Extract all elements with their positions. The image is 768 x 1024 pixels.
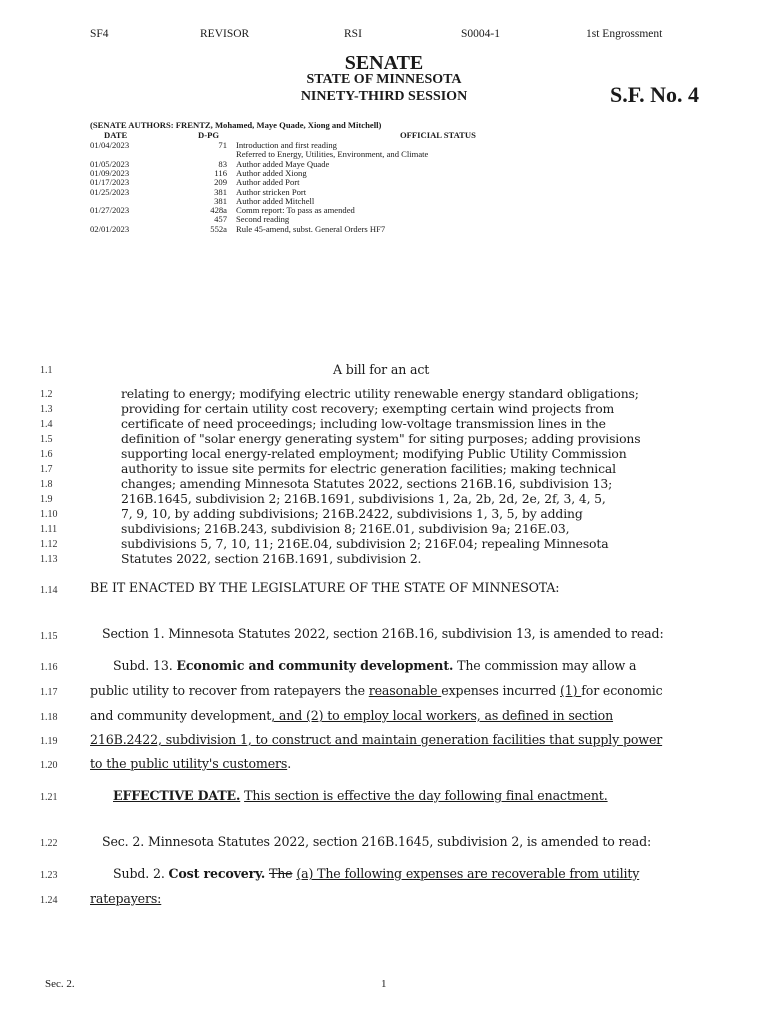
- title-line: definition of "solar energy generating system" for siting purposes; adding provisions: [121, 431, 641, 446]
- title-line: authority to issue site permits for electric generation facilities; making technical: [121, 461, 616, 476]
- title-line: changes; amending Minnesota Statutes 2022, sections 216B.16, subdivision 13;: [121, 476, 613, 491]
- status-action: Comm report: To pass as amended: [236, 205, 355, 216]
- status-page: 552a: [210, 223, 227, 234]
- status-page: 209: [214, 177, 227, 188]
- title-line: certificate of need proceedings; including low-voltage transmission lines in the: [121, 416, 606, 431]
- line-number: 1.3: [40, 404, 53, 415]
- line-number: 1.19: [40, 736, 58, 747]
- section-1-line-18: [90, 708, 613, 723]
- header-doc-id: S0004-1: [461, 28, 500, 40]
- line-number: 1.21: [40, 792, 58, 803]
- status-action: Author added Port: [236, 177, 300, 188]
- status-action: Introduction and first reading: [236, 140, 337, 150]
- subdivision-heading: Economic and community development.: [176, 658, 454, 673]
- session-title: NINETY-THIRD SESSION: [300, 89, 468, 104]
- line-number: 1.4: [40, 419, 53, 430]
- line-number: 1.10: [40, 509, 58, 520]
- text-run: public utility to recover from ratepayers the: [90, 683, 369, 698]
- line-number: 1.16: [40, 662, 58, 673]
- status-page: 381: [214, 186, 227, 197]
- line-number: 1.5: [40, 434, 53, 445]
- header-file: SF4: [90, 28, 109, 40]
- line-number: 1.12: [40, 539, 58, 550]
- subdivision-number: Subd. 2.: [113, 866, 165, 881]
- inserted-text: , and (2) to employ local workers, as defined in section: [271, 708, 614, 723]
- senate-authors: (SENATE AUTHORS: FRENTZ, Mohamed, Maye Quade, Xiong and Mitchell): [90, 120, 382, 130]
- inserted-text: (1): [560, 683, 582, 698]
- bill-heading: A bill for an act: [333, 362, 430, 377]
- text-run: .: [287, 756, 292, 771]
- text-run: expenses incurred: [441, 683, 561, 698]
- line-number: 1.24: [40, 895, 58, 906]
- line-number: 1.6: [40, 449, 53, 460]
- section-1-line-20: [90, 756, 291, 771]
- line-number: 1.13: [40, 554, 58, 565]
- section-2-line-23: [113, 866, 639, 881]
- status-page: 428a: [210, 205, 227, 216]
- enacting-clause: BE IT ENACTED BY THE LEGISLATURE OF THE STATE OF MINNESOTA:: [90, 580, 560, 595]
- status-page: 83: [218, 158, 227, 169]
- header-engrossment: 1st Engrossment: [586, 28, 663, 40]
- line-number: 1.2: [40, 389, 53, 400]
- title-line: subdivisions; 216B.243, subdivision 8; 216E.01, subdivision 9a; 216E.03,: [121, 521, 570, 536]
- status-header-official: OFFICIAL STATUS: [400, 130, 476, 140]
- text-run: and community development: [90, 708, 272, 723]
- line-number: 1.14: [40, 585, 58, 596]
- status-date: 01/27/2023: [90, 205, 130, 216]
- status-date: 01/09/2023: [90, 167, 130, 178]
- section-1-line-16: [113, 658, 636, 673]
- line-number: 1.18: [40, 712, 58, 723]
- subdivision-heading: Cost recovery.: [168, 866, 266, 881]
- status-action: Referred to Energy, Utilities, Environment, and Climate: [236, 149, 429, 160]
- section-2-line-24: ratepayers:: [90, 891, 162, 906]
- section-2-intro: Sec. 2. Minnesota Statutes 2022, section 216B.1645, subdivision 2, is amended to read:: [102, 834, 652, 849]
- section-1-intro: Section 1. Minnesota Statutes 2022, section 216B.16, subdivision 13, is amended to read:: [102, 626, 664, 641]
- inserted-text: (a) The following expenses are recoverable from utility: [296, 866, 640, 881]
- line-number: 1.9: [40, 494, 53, 505]
- status-action: Author added Mitchell: [236, 195, 315, 206]
- page-number: 1: [381, 978, 387, 990]
- inserted-text: reasonable: [368, 683, 442, 698]
- status-action: Second reading: [236, 214, 290, 225]
- status-date: 01/17/2023: [90, 177, 130, 188]
- title-line: 7, 9, 10, by adding subdivisions; 216B.2422, subdivisions 1, 3, 5, by adding: [121, 506, 583, 521]
- status-date: 02/01/2023: [90, 223, 130, 234]
- status-date: 01/25/2023: [90, 186, 130, 197]
- title-line: relating to energy; modifying electric utility renewable energy standard obligations;: [121, 386, 639, 401]
- line-number: 1.8: [40, 479, 53, 490]
- line-number: 1.23: [40, 870, 58, 881]
- title-line: 216B.1645, subdivision 2; 216B.1691, subdivisions 1, 2a, 2b, 2d, 2e, 2f, 3, 4, 5,: [121, 491, 606, 506]
- title-line: subdivisions 5, 7, 10, 11; 216E.04, subdivision 2; 216F.04; repealing Minnesota: [121, 536, 609, 551]
- status-page: 71: [218, 140, 227, 150]
- status-action: Rule 45-amend, subst. General Orders HF7: [236, 223, 386, 234]
- footer-section: Sec. 2.: [45, 978, 75, 990]
- status-row: [0, 224, 768, 234]
- status-action: Author stricken Port: [236, 186, 307, 197]
- inserted-text: to the public utility's customers: [90, 756, 288, 771]
- line-number: 1.1: [40, 365, 53, 376]
- status-action: Author added Xiong: [236, 167, 307, 178]
- effective-date-line: [113, 788, 608, 803]
- status-page: 116: [214, 167, 227, 178]
- line-number: 1.7: [40, 464, 53, 475]
- effective-date-text: This section is effective the day following final enactment.: [244, 788, 608, 803]
- status-page: 457: [214, 214, 227, 225]
- section-1-line-19: 216B.2422, subdivision 1, to construct and maintain generation facilities that supply power: [90, 732, 663, 747]
- title-line: Statutes 2022, section 216B.1691, subdivision 2.: [121, 551, 422, 566]
- line-number: 1.22: [40, 838, 58, 849]
- chamber-title: SENATE: [344, 52, 424, 74]
- state-title: STATE OF MINNESOTA: [306, 72, 462, 87]
- line-number: 1.15: [40, 631, 58, 642]
- line-number: 1.17: [40, 687, 58, 698]
- status-header-dpg: D-PG: [198, 130, 220, 140]
- status-date: 01/05/2023: [90, 158, 130, 169]
- status-date: 01/04/2023: [90, 140, 130, 150]
- section-1-text: The commission may allow a: [457, 658, 637, 673]
- subdivision-number: Subd. 13.: [113, 658, 173, 673]
- header-drafter: RSI: [344, 28, 362, 40]
- file-number: S.F. No. 4: [610, 82, 700, 107]
- struck-text: The: [268, 866, 293, 881]
- text-run: for economic: [581, 683, 663, 698]
- header-revisor: REVISOR: [200, 28, 250, 40]
- status-action: Author added Maye Quade: [236, 158, 330, 169]
- section-1-line-17: [90, 683, 663, 698]
- effective-date-label: EFFECTIVE DATE.: [113, 788, 241, 803]
- status-page: 381: [214, 195, 227, 206]
- title-line: supporting local energy-related employment; modifying Public Utility Commission: [121, 446, 627, 461]
- title-line: providing for certain utility cost recovery; exempting certain wind projects from: [121, 401, 615, 416]
- line-number: 1.20: [40, 760, 58, 771]
- line-number: 1.11: [40, 524, 58, 535]
- status-header-date: DATE: [104, 130, 128, 140]
